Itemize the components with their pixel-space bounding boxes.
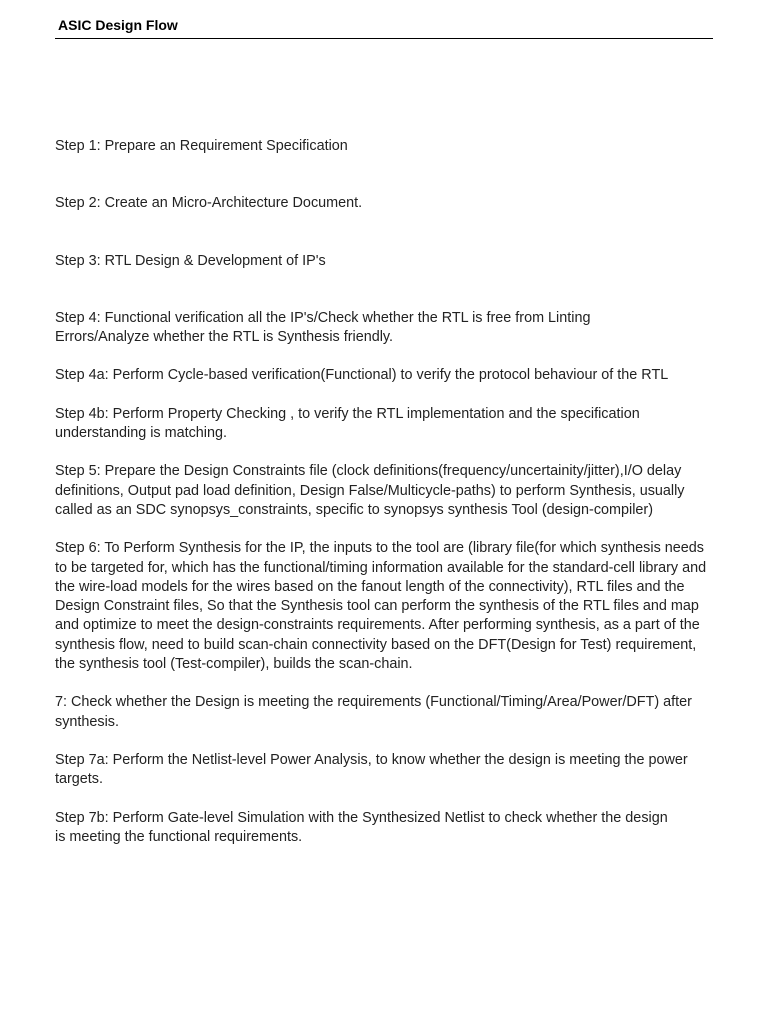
step-7a-text: Step 7a: Perform the Netlist-level Power Analysis, to know whether the design is meeting the power targets. <box>55 751 688 788</box>
step-2-text: Step 2: Create an Micro-Architecture Document. <box>55 195 363 212</box>
step-5-text: Step 5: Prepare the Design Constraints file (clock definitions(frequency/uncertainity/jitter),I/O delay definitions, Output pad load definition, Design False/Multicycle-paths) to perform Synthesis, usually called as an SDC synopsys_constraints, specific to synopsys synthesis Tool (design-compiler) <box>55 463 685 518</box>
page-header <box>55 14 713 39</box>
step-6-text: Step 6: To Perform Synthesis for the IP, the inputs to the tool are (library file(for which synthesis needs to be targeted for, which has the functional/timing information available for the standard-cell library and the wire-load models for the wires based on the fanout length of the connectivity), RTL files and the Design Constraint files, So that the Synthesis tool can perform the synthesis of the RTL files and map and optimize to meet the design-constraints requirements. After performing synthesis, as a part of the synthesis flow, need to build scan-chain connectivity based on the DFT(Design for Test) requirement, the synthesis tool (Test-compiler), builds the scan-chain. <box>55 540 707 673</box>
document-body <box>55 137 715 866</box>
step-4b-text: Step 4b: Perform Property Checking , to verify the RTL implementation and the specification understanding is matching. <box>55 405 640 442</box>
step-7-text: 7: Check whether the Design is meeting the requirements (Functional/Timing/Area/Power/DFT) after synthesis. <box>55 694 692 730</box>
page-title: ASIC Design Flow <box>58 17 178 33</box>
step-3-text: Step 3: RTL Design & Development of IP's <box>55 252 326 269</box>
step-1-text: Step 1: Prepare an Requirement Specification <box>55 138 348 154</box>
step-4a-text: Step 4a: Perform Cycle-based verification(Functional) to verify the protocol behaviour of the RTL <box>55 367 669 384</box>
step-7b-text: Step 7b: Perform Gate-level Simulation with the Synthesized Netlist to check whether the design is meeting the functional requirements. <box>55 809 668 845</box>
step-4-text: Step 4: Functional verification all the IP's/Check whether the RTL is free from Linting Errors/Analyze whether the RTL is Synthesis friendly. <box>55 309 591 346</box>
